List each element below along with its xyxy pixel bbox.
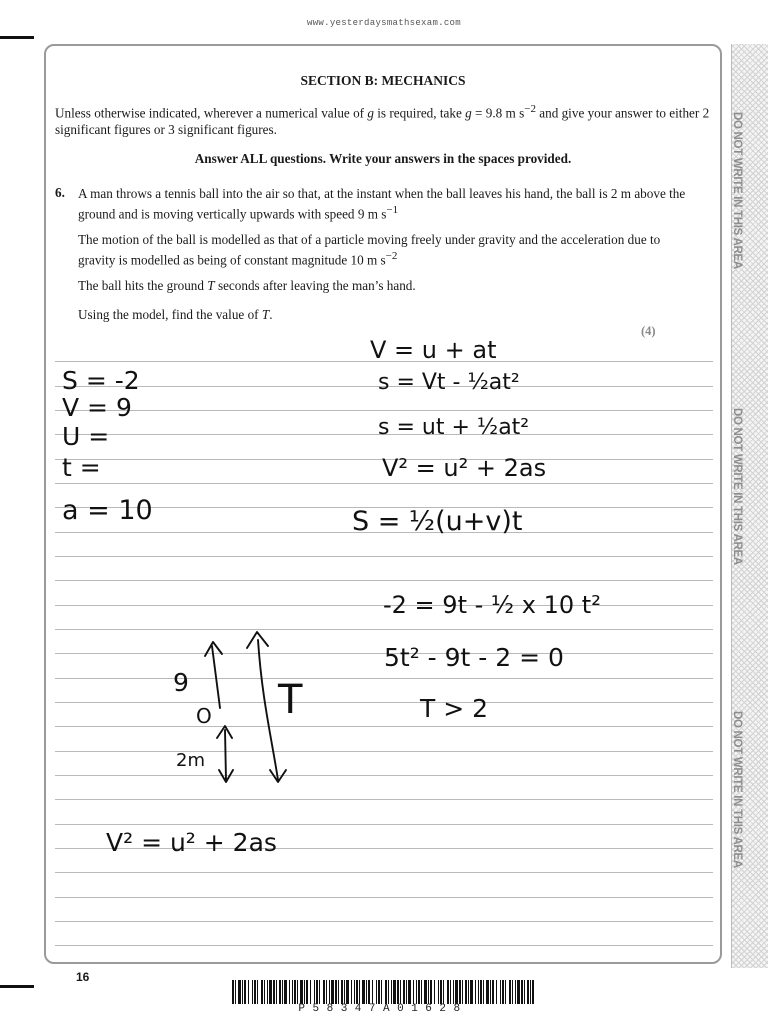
gravity-value: = 9.8 m s xyxy=(471,105,525,121)
answer-line xyxy=(55,361,713,362)
barcode-text: P58347A01628 xyxy=(298,1003,468,1015)
answer-line xyxy=(55,580,713,581)
hw-work-line-1: -2 = 9t - ½ x 10 t² xyxy=(383,591,601,619)
hw-eq-v-u-at: V = u + at xyxy=(370,336,497,364)
answer-line xyxy=(55,386,713,387)
intro-text-pre: Unless otherwise indicated, wherever a numerical value of xyxy=(55,105,368,121)
answer-line xyxy=(55,507,713,508)
answer-line xyxy=(55,483,713,484)
question-p3-pre: The ball hits the ground xyxy=(78,278,208,293)
answer-line xyxy=(55,629,713,630)
answer-line xyxy=(55,726,713,727)
hw-work-line-3: T > 2 xyxy=(420,694,489,723)
header-url: www.yesterdaysmathsexam.com xyxy=(307,18,461,28)
hw-diagram-height: 2m xyxy=(176,750,205,771)
answer-line xyxy=(55,556,713,557)
gravity-symbol: g xyxy=(367,105,374,121)
answer-line xyxy=(55,678,713,679)
hw-suvat-t: t = xyxy=(62,453,101,482)
question-number: 6. xyxy=(55,185,65,200)
intro-text-mid: is required, take xyxy=(373,105,466,121)
question-p4-post: . xyxy=(269,307,273,322)
hw-suvat-s: S = -2 xyxy=(62,366,140,395)
answer-line xyxy=(55,824,713,825)
strip-label-bottom: DO NOT WRITE IN THIS AREA xyxy=(731,711,743,868)
hw-eq-s-ut: s = ut + ½at² xyxy=(378,415,530,440)
hw-diagram-origin: O xyxy=(196,704,212,728)
strip-label-top: DO NOT WRITE IN THIS AREA xyxy=(731,112,743,269)
answer-line xyxy=(55,848,713,849)
gravity-exponent: −2 xyxy=(524,103,536,115)
answer-line xyxy=(55,775,713,776)
answer-line xyxy=(55,410,713,411)
marks-allocation: (4) xyxy=(641,324,656,338)
answer-line xyxy=(55,921,713,922)
answer-line xyxy=(55,799,713,800)
strip-label-middle: DO NOT WRITE IN THIS AREA xyxy=(731,408,743,565)
answer-all-instruction: Answer ALL questions. Write your answers in the spaces provided. xyxy=(194,151,572,166)
question-p1-exponent: −1 xyxy=(386,204,399,216)
answer-line xyxy=(55,872,713,873)
answer-line xyxy=(55,459,713,460)
question-p2-exponent: −2 xyxy=(385,250,398,262)
question-p2-text: The motion of the ball is modelled as that of a particle moving freely under gravity and the acceleration due to gravity is modelled as being of constant magnitude 10 m s xyxy=(78,232,661,268)
answer-line xyxy=(55,702,713,703)
barcode xyxy=(232,980,534,1004)
answer-line xyxy=(55,605,713,606)
hw-work-line-2: 5t² - 9t - 2 = 0 xyxy=(384,643,564,672)
hw-final-note: V² = u² + 2as xyxy=(106,828,277,857)
answer-line xyxy=(55,532,713,533)
answer-line xyxy=(55,945,713,946)
hw-eq-s-vt: s = Vt - ½at² xyxy=(378,370,520,395)
hw-diagram-time: T xyxy=(278,677,303,723)
hw-diagram-speed: 9 xyxy=(173,668,189,697)
hw-eq-s-avg: S = ½(u+v)t xyxy=(352,506,523,537)
page-number: 16 xyxy=(76,970,90,984)
question-p4-variable: T xyxy=(261,307,270,322)
question-p3-post: seconds after leaving the man’s hand. xyxy=(214,278,416,293)
hw-eq-v2: V² = u² + 2as xyxy=(382,454,547,482)
question-p4-pre: Using the model, find the value of xyxy=(78,307,262,322)
answer-line xyxy=(55,653,713,654)
hw-suvat-u: U = xyxy=(62,422,110,451)
hw-suvat-a: a = 10 xyxy=(62,495,153,526)
answer-line xyxy=(55,897,713,898)
answer-line xyxy=(55,434,713,435)
section-title: SECTION B: MECHANICS xyxy=(300,73,466,88)
question-p1-text: A man throws a tennis ball into the air so that, at the instant when the ball leaves his hand, the ball is 2 m above the ground and is moving vertically upwards with speed 9 m s xyxy=(78,186,686,222)
question-p3-variable: T xyxy=(207,278,215,293)
gravity-symbol-2: g xyxy=(465,105,472,121)
hw-suvat-v: V = 9 xyxy=(62,393,132,422)
intro-text-post: and give your answer to either 2 significant figures or 3 significant figures. xyxy=(55,105,710,138)
answer-line xyxy=(55,751,713,752)
